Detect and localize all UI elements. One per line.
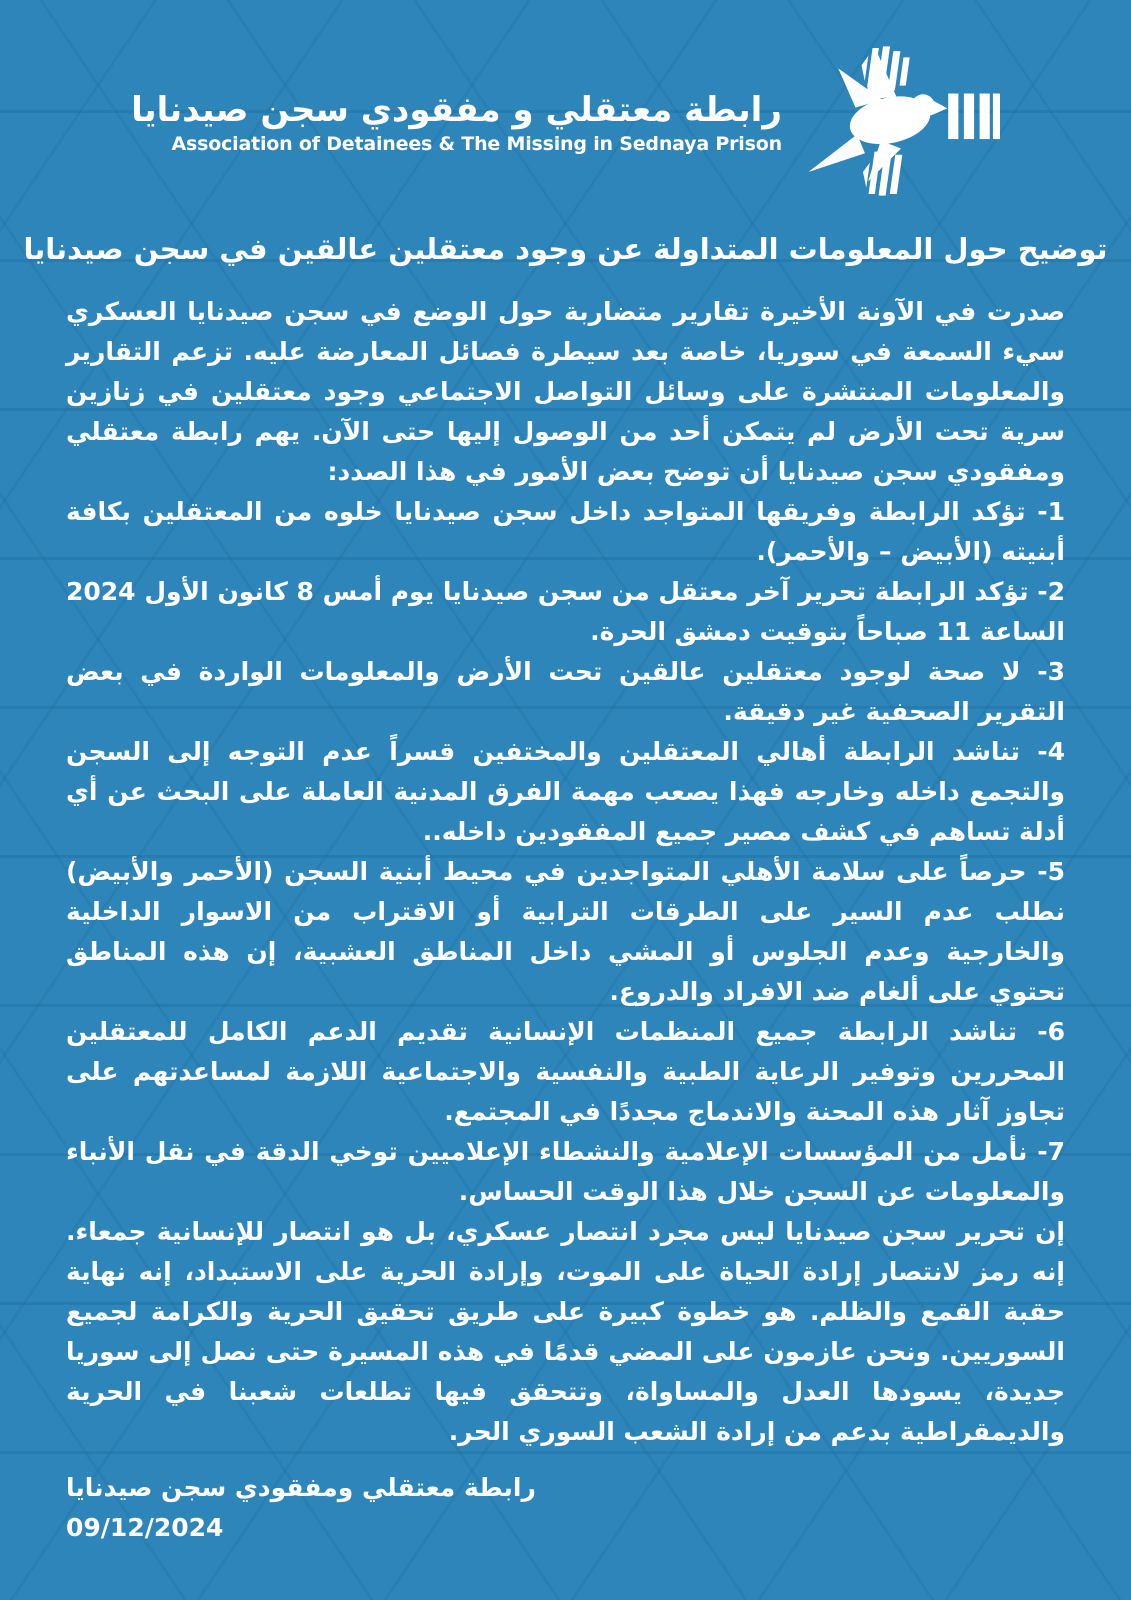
point-4: 4- تناشد الرابطة أهالي المعتقلين والمختفين قسراً عدم التوجه إلى السجن والتجمع داخله وخارجه فهذا يصعب مهمة الفرق المدنية العاملة على البحث عن أي أدلة تساهم في كشف مصير جميع المفقودين داخله.. [66,737,1065,846]
signature-org-name: رابطة معتقلي ومفقودي سجن صيدنايا [66,1473,536,1502]
point-3: 3- لا صحة لوجود معتقلين عالقين تحت الأرض والمعلومات الواردة في بعض التقرير الصحفية غير دقيقة. [66,657,1065,726]
point-7: 7- نأمل من المؤسسات الإعلامية والنشطاء الإعلاميين توخي الدقة في نقل الأنباء والمعلومات عن السجن خلال هذا الوقت الحساس. [66,1137,1065,1206]
statement-date: 09/12/2024 [66,1513,224,1542]
org-name-english: Association of Detainees & The Missing in Sednaya Prison [171,132,782,155]
org-logo [0,0,1131,206]
prison-bars-icon [948,94,1000,140]
org-name-arabic: رابطة معتقلي و مفقودي سجن صيدنايا [131,89,782,130]
dove-with-prison-bars-icon [788,41,1000,205]
statement-title: توضيح حول المعلومات المتداولة عن وجود معتقلين عالقين في سجن صيدنايا [23,232,1108,266]
closing-paragraph: إن تحرير سجن صيدنايا ليس مجرد انتصار عسكري، بل هو انتصار للإنسانية جمعاء. إنه رمز لانتصار إرادة الحياة على الموت، وإرادة الحرية على الاستبداد، إنه نهاية حقبة القمع والظلم. هو خطوة كبيرة على طريق تحقيق الحرية والكرامة لجميع السوريين. ونحن عازمون على المضي قدمًا في هذه المسيرة حتى نصل إلى سوريا جديدة، يسودها العدل والمساواة، وتتحقق فيها تطلعات شعبنا في الحرية والديمقراطية بدعم من إرادة الشعب السوري الحر. [66,1217,1065,1446]
point-2: 2- تؤكد الرابطة تحرير آخر معتقل من سجن صيدنايا يوم أمس 8 كانون الأول 2024 الساعة 11 صباحاً بتوقيت دمشق الحرة. [66,577,1065,646]
point-5: 5- حرصاً على سلامة الأهلي المتواجدين في محيط أبنية السجن (الأحمر والأبيض) نطلب عدم السير على الطرقات الترابية أو الاقتراب من الاسوار الداخلية والخارجية وعدم الجلوس أو المشي داخل المناطق العشبية، إن هذه المناطق تحتوي على ألغام ضد الافراد والدروع. [66,857,1065,1006]
signature-block [66,1468,1065,1548]
statement-body [66,292,1065,1452]
point-1: 1- تؤكد الرابطة وفريقها المتواجد داخل سجن صيدنايا خلوه من المعتقلين بكافة أبنيته (الأبيض – والأحمر). [66,497,1065,566]
point-6: 6- تناشد الرابطة جميع المنظمات الإنسانية تقديم الدعم الكامل للمعتقلين المحررين وتوفير الرعاية الطبية والنفسية والاجتماعية اللازمة لمساعدتهم على تجاوز آثار هذه المحنة والاندماج مجددًا في المجتمع. [66,1017,1065,1126]
intro-paragraph: صدرت في الآونة الأخيرة تقارير متضاربة حول الوضع في سجن صيدنايا العسكري سيء السمعة في سوريا، خاصة بعد سيطرة فصائل المعارضة عليه. تزعم التقارير والمعلومات المنتشرة على وسائل التواصل الاجتماعي وجود معتقلين في زنازين سرية تحت الأرض لم يتمكن أحد من الوصول إليها حتى الآن. يهم رابطة معتقلي ومفقودي سجن صيدنايا أن توضح بعض الأمور في هذا الصدد: [66,297,1065,486]
org-logo-text [131,91,782,156]
